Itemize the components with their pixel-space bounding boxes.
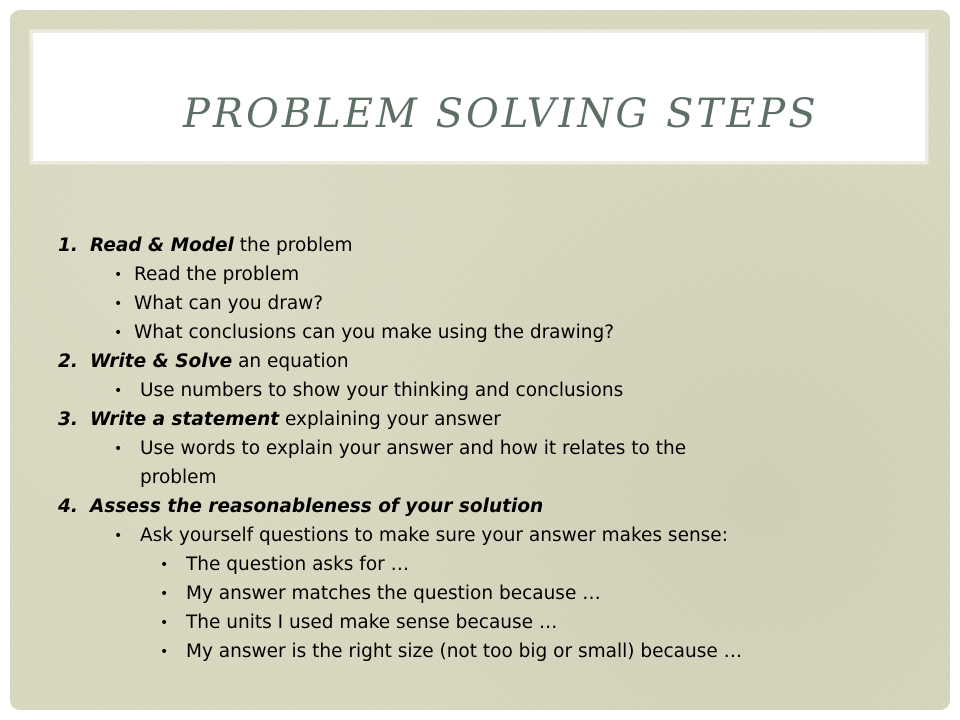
bullet-text: Ask yourself questions to make sure your answer makes sense: (140, 525, 728, 546)
bullet-text: Read the problem (134, 264, 300, 285)
step-text (90, 406, 501, 434)
step-rest: the problem (233, 235, 353, 256)
bullet-continuation (140, 464, 217, 492)
slide-title: PROBLEM SOLVING STEPS (183, 91, 819, 137)
bullet-text: problem (140, 467, 217, 488)
step-text (90, 348, 349, 376)
step-emphasis: Read & Model (90, 235, 234, 256)
step-number: 3. (58, 409, 78, 430)
step-number: 1. (58, 235, 78, 256)
step-emphasis: Write a statement (90, 409, 280, 430)
sub-bullet-text: The question asks for … (186, 554, 410, 575)
bullet-icon: • (114, 296, 123, 312)
bullet-icon: • (114, 383, 123, 399)
step-text (90, 493, 543, 521)
step-rest: explaining your answer (279, 409, 501, 430)
sub-bullet-text: My answer is the right size (not too big or small) because … (186, 641, 743, 662)
step-emphasis: Assess the reasonableness of your solution (90, 496, 544, 517)
bullet-icon: • (160, 557, 169, 573)
bullet-icon: • (114, 441, 123, 457)
step-rest: an equation (232, 351, 349, 372)
bullet-icon: • (160, 615, 169, 631)
step-text (90, 232, 353, 260)
sub-bullet-text: My answer matches the question because … (186, 583, 601, 604)
bullet-text: Use words to explain your answer and how it relates to the (140, 438, 687, 459)
bullet-icon: • (114, 528, 123, 544)
bullet-icon: • (114, 325, 123, 341)
bullet-icon: • (160, 644, 169, 660)
bullet-text: What can you draw? (134, 293, 324, 314)
slide (10, 10, 950, 710)
bullet-icon: • (114, 267, 123, 283)
step-emphasis: Write & Solve (90, 351, 233, 372)
bullet-icon: • (160, 586, 169, 602)
step-number: 2. (58, 351, 78, 372)
sub-bullet-text: The units I used make sense because … (186, 612, 558, 633)
title-box (30, 30, 928, 164)
bullet-text: Use numbers to show your thinking and conclusions (140, 380, 624, 401)
bullet-text: What conclusions can you make using the drawing? (134, 322, 615, 343)
step-number: 4. (58, 496, 78, 517)
